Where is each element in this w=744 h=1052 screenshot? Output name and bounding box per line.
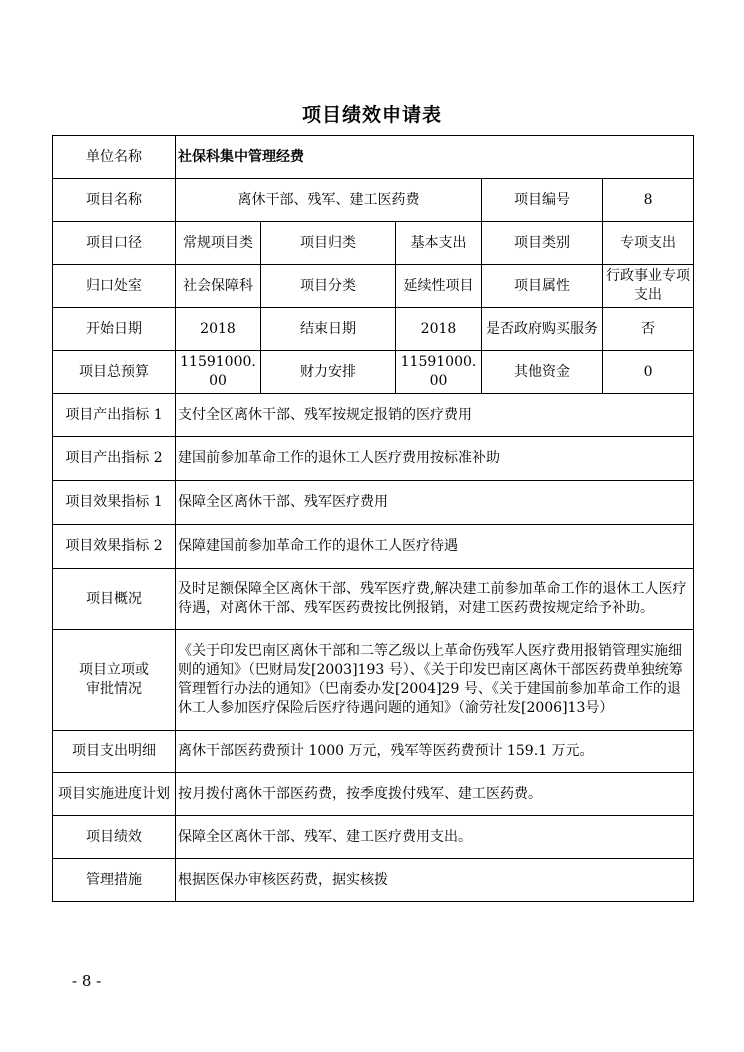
row-dates: [53, 308, 694, 351]
category-label: 项目归类: [261, 222, 396, 265]
caliber-value: 常规项目类: [176, 222, 261, 265]
page-title: 项目绩效申请表: [301, 104, 442, 126]
row-overview: [53, 569, 694, 630]
attribute-label: 项目属性: [482, 265, 603, 308]
overview-label: 项目概况: [53, 569, 176, 630]
office-label: 归口处室: [53, 265, 176, 308]
expense-detail-label: 项目支出明细: [53, 731, 176, 773]
row-caliber: [53, 222, 694, 265]
unit-label: 单位名称: [53, 136, 176, 179]
project-code-label: 项目编号: [482, 179, 603, 222]
row-measures: [53, 859, 694, 902]
schedule-label: 项目实施进度计划: [53, 773, 176, 816]
row-unit: [53, 136, 694, 179]
output-2-value: 建国前参加革命工作的退休工人医疗费用按标准补助: [176, 437, 694, 481]
page-number: - 8 -: [72, 972, 102, 990]
output-1-value: 支付全区离休干部、残军按规定报销的医疗费用: [176, 394, 694, 437]
office-value: 社会保障科: [176, 265, 261, 308]
effect-2-value: 保障建国前参加革命工作的退休工人医疗待遇: [176, 525, 694, 569]
row-budget: [53, 351, 694, 394]
row-effect-2: [53, 525, 694, 569]
attribute-value: 行政事业专项支出: [603, 265, 694, 308]
category-value: 基本支出: [396, 222, 482, 265]
row-schedule: [53, 773, 694, 816]
finance-value: 11591000.00: [396, 351, 482, 394]
measures-label: 管理措施: [53, 859, 176, 902]
project-name-label: 项目名称: [53, 179, 176, 222]
unit-value: 社保科集中管理经费: [176, 136, 694, 179]
end-label: 结束日期: [261, 308, 396, 351]
overview-value: 及时足额保障全区离休干部、残军医疗费,解决建工前参加革命工作的退休工人医疗待遇，对离休干部、残军医药费按比例报销，对建工医药费按规定给予补助。: [176, 569, 694, 630]
row-performance: [53, 816, 694, 859]
type-label: 项目类别: [482, 222, 603, 265]
type-value: 专项支出: [603, 222, 694, 265]
output-1-label: 项目产出指标 1: [53, 394, 176, 437]
row-effect-1: [53, 481, 694, 525]
other-label: 其他资金: [482, 351, 603, 394]
effect-2-label: 项目效果指标 2: [53, 525, 176, 569]
row-office: [53, 265, 694, 308]
row-output-2: [53, 437, 694, 481]
budget-value: 11591000. 00: [176, 351, 261, 394]
effect-1-label: 项目效果指标 1: [53, 481, 176, 525]
row-output-1: [53, 394, 694, 437]
schedule-value: 按月拨付离休干部医药费，按季度拨付残军、建工医药费。: [176, 773, 694, 816]
approval-label: [53, 630, 176, 731]
classification-label: 项目分类: [261, 265, 396, 308]
project-code-value: 8: [603, 179, 694, 222]
start-value: 2018: [176, 308, 261, 351]
budget-label: 项目总预算: [53, 351, 176, 394]
performance-application-form: [52, 135, 694, 902]
row-project-name: [53, 179, 694, 222]
performance-label: 项目绩效: [53, 816, 176, 859]
measures-value: 根据医保办审核医药费，据实核拨: [176, 859, 694, 902]
expense-detail-value: 离休干部医药费预计 1000 万元，残军等医药费预计 159.1 万元。: [176, 731, 694, 773]
approval-label-text: 项目立项或审批情况: [79, 662, 149, 697]
project-name-value: 离休干部、残军、建工医药费: [176, 179, 482, 222]
purchase-label: 是否政府购买服务: [482, 308, 603, 351]
output-2-label: 项目产出指标 2: [53, 437, 176, 481]
purchase-value: 否: [603, 308, 694, 351]
approval-value: 《关于印发巴南区离休干部和二等乙级以上革命伤残军人医疗费用报销管理实施细则的通知》（巴财局发[2003]193 号）、《关于印发巴南区离休干部医药费单独统筹管理暂行办法的通知》（巴南委办发[2004]29 号、《关于建国前参加革命工作的退休工人参加医疗保险后医疗待遇问题的通知》（渝劳社发[2006]13号）: [176, 630, 694, 731]
row-approval: [53, 630, 694, 731]
classification-value: 延续性项目: [396, 265, 482, 308]
finance-label: 财力安排: [261, 351, 396, 394]
caliber-label: 项目口径: [53, 222, 176, 265]
row-expense-detail: [53, 731, 694, 773]
start-label: 开始日期: [53, 308, 176, 351]
performance-value: 保障全区离休干部、残军、建工医疗费用支出。: [176, 816, 694, 859]
end-value: 2018: [396, 308, 482, 351]
other-value: 0: [603, 351, 694, 394]
effect-1-value: 保障全区离休干部、残军医疗费用: [176, 481, 694, 525]
